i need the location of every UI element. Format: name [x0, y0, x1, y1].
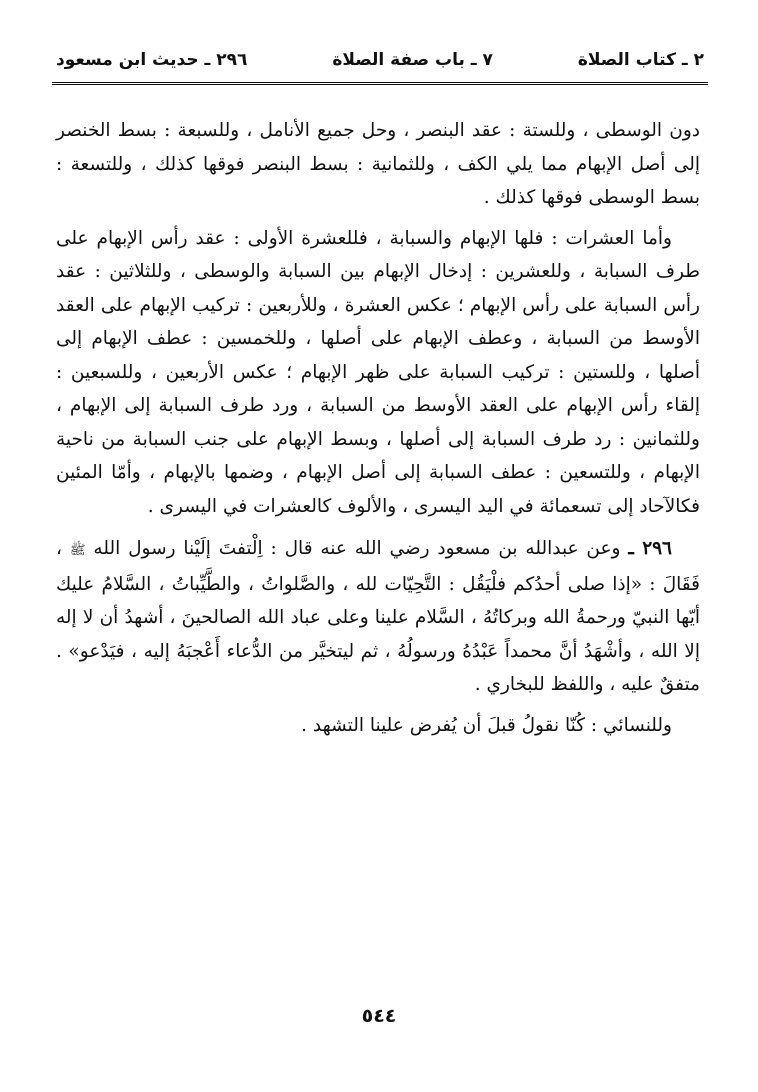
header-hadith-title: ٢٩٦ ـ حديث ابن مسعود: [56, 50, 248, 70]
hadith-text-opening: وعن عبدالله بن مسعود رضي الله عنه قال : اِلْتفتَ إلَيْنا رسول الله: [93, 538, 621, 559]
header-book-title: ٢ ـ كتاب الصلاة: [577, 50, 704, 70]
hadith-number: ٢٩٦ ـ: [628, 538, 672, 559]
header-rule: [52, 82, 708, 85]
running-header: [56, 40, 704, 80]
salutation-mark: ﷺ: [69, 543, 86, 558]
paragraph-hadith-296: [56, 532, 700, 702]
paragraph-finger-counting-tens: وأما العشرات : فلها الإبهام والسبابة ، فللعشرة الأولى : عقد رأس الإبهام على طرف السبابة ، وللعشرين : إدخال الإبهام بين السبابة والوسطى ، وللثلاثين : عقد رأس السبابة على رأس الإبهام ؛ عكس العشرة ، وللأربعين : تركيب الإبهام على العقد الأوسط من السبابة ، وعطف الإبهام على أصلها ، وللخمسين : عطف الإبهام إلى أصلها ، وللستين : تركيب السبابة على ظهر الإبهام ؛ عكس الأربعين ، وللسبعين : إلقاء رأس الإبهام على العقد الأوسط من السبابة ، ورد طرف السبابة إلى الإبهام ، وللثمانين : رد طرف السبابة إلى أصلها ، وبسط الإبهام على جنب السبابة من ناحية الإبهام ، وللتسعين : عطف السبابة إلى أصل الإبهام ، وضمها بالإبهام ، وأمّا المئين فكالآحاد إلى تسعمائة في اليد اليسرى ، والألوف كالعشرات في اليسرى .: [56, 227, 700, 517]
paragraph-nasai-narration: وللنسائي : كُنّا نقولُ قبلَ أن يُفرض علينا التشهد .: [301, 714, 672, 736]
page-number: ٥٤٤: [361, 1005, 397, 1027]
hadith-text-body: ، فَقَالَ : «إذا صلى أحدُكم فلْيَقُل : التَّحِيّات لله ، والصَّلواتُ ، والطَّيِّباتُ ، السَّلامُ عليك أيّها النبيّ ورحمةُ الله وبركاتُهُ ، السَّلام علينا وعلى عباد الله الصالحينَ ، أشهدُ أن لا إله إلا الله ، وأشْهَدُ أنَّ محمداً عَبْدُهُ ورسولُهُ ، ثم ليتخيَّر من الدُّعاء أَعْجبَهُ إليه ، فيَدْعو» . متفقٌ عليه ، واللفظ للبخاري .: [56, 538, 700, 695]
header-chapter-title: ٧ ـ باب صفة الصلاة: [332, 50, 493, 70]
page-body: [56, 114, 700, 742]
paragraph-finger-counting-units: دون الوسطى ، وللستة : عقد البنصر ، وحل جميع الأنامل ، وللسبعة : بسط الخنصر إلى أصل الإبهام مما يلي الكف ، وللثمانية : بسط البنصر فوقها كذلك ، وللتسعة : بسط الوسطى فوقها كذلك .: [56, 120, 700, 208]
